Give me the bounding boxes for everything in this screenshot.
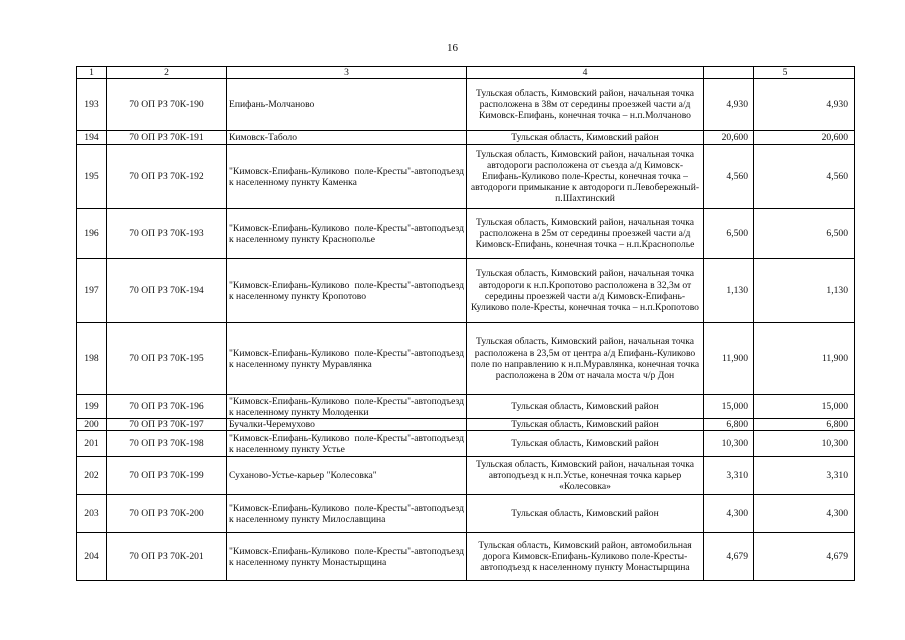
table-row	[77, 259, 855, 323]
road-code: 70 ОП РЗ 70К-197	[107, 419, 227, 431]
road-length-total: 6,800	[754, 419, 855, 431]
road-name: "Кимовск-Епифань-Куликово поле-Кресты"-автоподъезд к населенному пункту Милославщина	[227, 495, 467, 533]
road-length-total: 1,130	[754, 259, 855, 323]
road-code: 70 ОП РЗ 70К-191	[107, 131, 227, 145]
road-length: 20,600	[704, 131, 754, 145]
road-location: Тульская область, Кимовский район, начальная точка расположена в 23,5м от центра а/д Епифань-Куликово поле по направлению к н.п.Муравлянка, конечная точка расположена в 20м от начала моста ч/р Дон	[467, 323, 704, 395]
road-name: "Кимовск-Епифань-Куликово поле-Кресты"-автоподъезд к населенному пункту Каменка	[227, 145, 467, 209]
road-code: 70 ОП РЗ 70К-195	[107, 323, 227, 395]
row-number: 200	[77, 419, 107, 431]
road-location: Тульская область, Кимовский район	[467, 495, 704, 533]
table-row	[77, 79, 855, 131]
row-number: 198	[77, 323, 107, 395]
road-length-total: 11,900	[754, 323, 855, 395]
road-code: 70 ОП РЗ 70К-194	[107, 259, 227, 323]
row-number: 203	[77, 495, 107, 533]
table-row	[77, 495, 855, 533]
row-number: 201	[77, 431, 107, 457]
road-location: Тульская область, Кимовский район, начальная точка расположена в 38м от середины проезжей части а/д Кимовск-Епифань, конечная точка – н.п.Молчаново	[467, 79, 704, 131]
row-number: 197	[77, 259, 107, 323]
road-code: 70 ОП РЗ 70К-190	[107, 79, 227, 131]
road-length-total: 15,000	[754, 395, 855, 419]
road-name: Бучалки-Черемухово	[227, 419, 467, 431]
table-row	[77, 419, 855, 431]
road-name: "Кимовск-Епифань-Куликово поле-Кресты"-автоподъезд к населенному пункту Краснополье	[227, 209, 467, 259]
table-row	[77, 457, 855, 495]
road-code: 70 ОП РЗ 70К-201	[107, 533, 227, 581]
road-code: 70 ОП РЗ 70К-199	[107, 457, 227, 495]
road-code: 70 ОП РЗ 70К-200	[107, 495, 227, 533]
road-code: 70 ОП РЗ 70К-193	[107, 209, 227, 259]
row-number: 196	[77, 209, 107, 259]
road-name: Кимовск-Таболо	[227, 131, 467, 145]
page-number: 16	[447, 42, 458, 54]
row-number: 204	[77, 533, 107, 581]
row-number: 202	[77, 457, 107, 495]
table-row	[77, 533, 855, 581]
road-length: 4,560	[704, 145, 754, 209]
road-length-total: 4,679	[754, 533, 855, 581]
road-length-total: 10,300	[754, 431, 855, 457]
table-row	[77, 145, 855, 209]
road-location: Тульская область, Кимовский район, начальная точка расположена в 25м от середины проезжей части а/д Кимовск-Епифань, конечная точка – н.п.Краснополье	[467, 209, 704, 259]
header-col-2: 2	[107, 67, 227, 79]
road-name: Епифань-Молчаново	[227, 79, 467, 131]
road-name: "Кимовск-Епифань-Куликово поле-Кресты"-автоподъезд к населенному пункту Устье	[227, 431, 467, 457]
road-length-total: 3,310	[754, 457, 855, 495]
row-number: 194	[77, 131, 107, 145]
table-row	[77, 209, 855, 259]
road-code: 70 ОП РЗ 70К-198	[107, 431, 227, 457]
road-length: 10,300	[704, 431, 754, 457]
header-col-blank	[704, 67, 754, 79]
road-code: 70 ОП РЗ 70К-196	[107, 395, 227, 419]
road-length: 1,130	[704, 259, 754, 323]
table-row	[77, 131, 855, 145]
road-length: 6,500	[704, 209, 754, 259]
road-length: 4,679	[704, 533, 754, 581]
road-name: "Кимовск-Епифань-Куликово поле-Кресты"-автоподъезд к населенному пункту Монастырщина	[227, 533, 467, 581]
road-location: Тульская область, Кимовский район	[467, 395, 704, 419]
road-length: 3,310	[704, 457, 754, 495]
road-location: Тульская область, Кимовский район, начальная точка автоподъезд к н.п.Устье, конечная точка карьер «Колесовка»	[467, 457, 704, 495]
road-code: 70 ОП РЗ 70К-192	[107, 145, 227, 209]
header-col-3: 3	[227, 67, 467, 79]
row-number: 195	[77, 145, 107, 209]
road-length: 4,300	[704, 495, 754, 533]
header-row	[77, 67, 855, 79]
road-length-total: 4,560	[754, 145, 855, 209]
road-location: Тульская область, Кимовский район, начальная точка автодороги к н.п.Кропотово расположена в 32,3м от середины проезжей части а/д Кимовск-Епифань-Куликово поле-Кресты, конечная точка – н.п.Кропотово	[467, 259, 704, 323]
road-length-total: 4,930	[754, 79, 855, 131]
road-length: 6,800	[704, 419, 754, 431]
header-col-4: 4	[467, 67, 704, 79]
road-location: Тульская область, Кимовский район	[467, 431, 704, 457]
row-number: 193	[77, 79, 107, 131]
road-location: Тульская область, Кимовский район	[467, 131, 704, 145]
road-name: "Кимовск-Епифань-Куликово поле-Кресты"-автоподъезд к населенному пункту Кропотово	[227, 259, 467, 323]
road-location: Тульская область, Кимовский район, начальная точка автодороги расположена от съезда а/д Кимовск-Епифань-Куликово поле-Кресты, конечная точка – автодороги примыкание к автодороги п.Левобережный-п.Шахтинский	[467, 145, 704, 209]
road-length-total: 6,500	[754, 209, 855, 259]
road-length-total: 20,600	[754, 131, 855, 145]
row-number: 199	[77, 395, 107, 419]
road-length-total: 4,300	[754, 495, 855, 533]
road-location: Тульская область, Кимовский район	[467, 419, 704, 431]
table-row	[77, 431, 855, 457]
header-col-5: 5	[754, 67, 855, 79]
road-registry-table	[76, 66, 855, 581]
road-length: 11,900	[704, 323, 754, 395]
header-col-1: 1	[77, 67, 107, 79]
road-length: 4,930	[704, 79, 754, 131]
road-location: Тульская область, Кимовский район, автомобильная дорога Кимовск-Епифань-Куликово поле-Кресты-автоподъезд к населенному пункту Монастырщина	[467, 533, 704, 581]
table-row	[77, 323, 855, 395]
road-length: 15,000	[704, 395, 754, 419]
road-name: "Кимовск-Епифань-Куликово поле-Кресты"-автоподъезд к населенному пункту Муравлянка	[227, 323, 467, 395]
road-name: Суханово-Устье-карьер "Колесовка"	[227, 457, 467, 495]
table-row	[77, 395, 855, 419]
road-name: "Кимовск-Епифань-Куликово поле-Кресты"-автоподъезд к населенному пункту Молоденки	[227, 395, 467, 419]
